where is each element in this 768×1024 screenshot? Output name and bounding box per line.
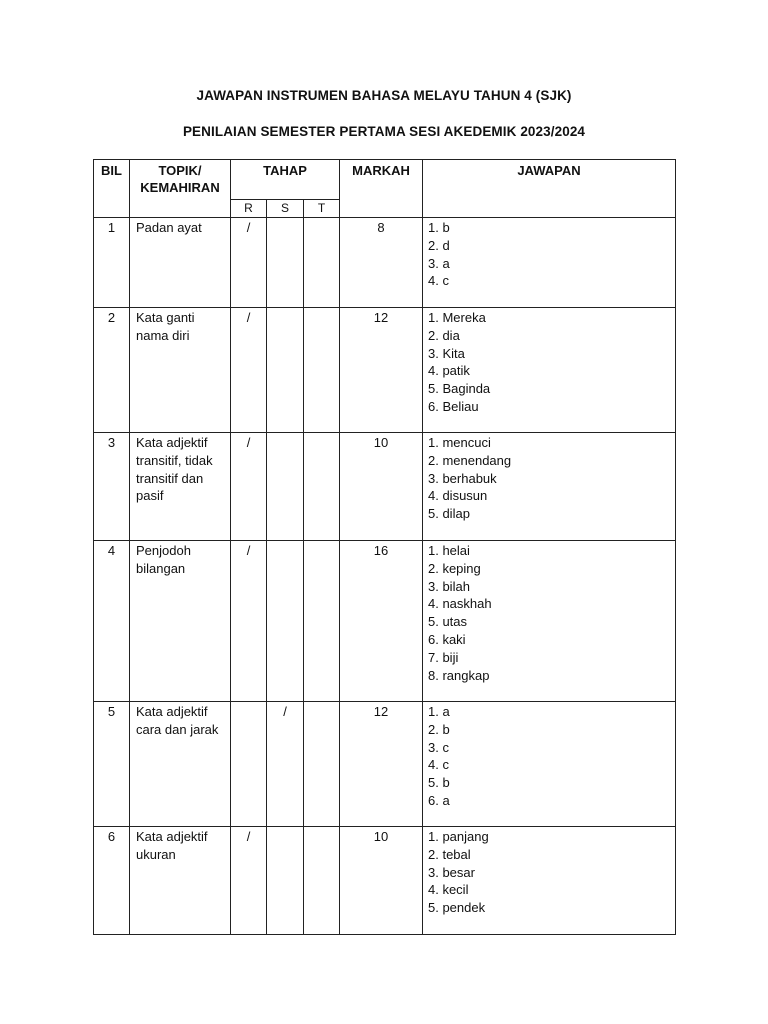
answer-item: 1. panjang — [428, 829, 489, 844]
row-topik: Kata adjektif transitif, tidak transitif dan pasif — [130, 433, 231, 541]
answer-item: 4. disusun — [428, 488, 488, 504]
answer-item: 4. naskhah — [428, 596, 492, 612]
answer-item: 5. utas — [428, 614, 468, 630]
row-tahap-s — [267, 308, 304, 433]
row-topik: Kata adjektif ukuran — [130, 827, 231, 935]
answer-item: 1. helai — [428, 543, 470, 558]
header-tahap: TAHAP — [231, 160, 340, 200]
row-topik: Padan ayat — [130, 218, 231, 308]
answer-item: 2. menendang — [428, 452, 512, 468]
answer-item: 1. mencuci — [428, 435, 491, 450]
row-jawapan — [423, 308, 676, 433]
answer-item: 3. c — [428, 739, 449, 755]
row-topik: Kata adjektif cara dan jarak — [130, 702, 231, 827]
row-tahap-r: / — [231, 827, 267, 935]
answer-item: 6. Beliau — [428, 398, 479, 414]
row-tahap-s — [267, 433, 304, 541]
answer-item: 1. Mereka — [428, 310, 486, 325]
table-row — [94, 433, 676, 541]
row-tahap-t — [304, 702, 340, 827]
row-jawapan — [423, 433, 676, 541]
header-topik: TOPIK/ KEMAHIRAN — [130, 160, 231, 218]
row-tahap-t — [304, 433, 340, 541]
answer-table — [93, 159, 676, 935]
answer-item: 4. kecil — [428, 882, 469, 898]
row-markah: 12 — [340, 702, 423, 827]
answer-item: 2. dia — [428, 327, 460, 343]
row-jawapan — [423, 218, 676, 308]
row-bil: 6 — [94, 827, 130, 935]
row-bil: 1 — [94, 218, 130, 308]
header-t: T — [304, 200, 340, 218]
row-bil: 5 — [94, 702, 130, 827]
row-topik: Penjodoh bilangan — [130, 541, 231, 702]
row-tahap-r: / — [231, 433, 267, 541]
answer-item: 3. berhabuk — [428, 470, 497, 486]
answer-item: 6. kaki — [428, 631, 466, 647]
header-r: R — [231, 200, 267, 218]
answer-item: 5. b — [428, 775, 450, 791]
answer-item: 2. d — [428, 237, 450, 253]
row-jawapan — [423, 541, 676, 702]
row-markah: 10 — [340, 433, 423, 541]
header-markah: MARKAH — [340, 160, 423, 218]
answer-item: 8. rangkap — [428, 667, 490, 683]
row-jawapan — [423, 827, 676, 935]
table-row — [94, 827, 676, 935]
row-tahap-r: / — [231, 541, 267, 702]
answer-item: 3. Kita — [428, 345, 465, 361]
answer-item: 3. a — [428, 255, 450, 271]
header-s: S — [267, 200, 304, 218]
header-bil: BIL — [94, 160, 130, 218]
answer-item: 5. Baginda — [428, 381, 491, 397]
answer-item: 1. b — [428, 220, 450, 235]
answer-item: 1. a — [428, 704, 450, 719]
row-jawapan — [423, 702, 676, 827]
answer-item: 7. biji — [428, 649, 459, 665]
row-markah: 12 — [340, 308, 423, 433]
answer-item: 4. c — [428, 757, 449, 773]
row-tahap-s: / — [267, 702, 304, 827]
answer-item: 4. c — [428, 273, 449, 289]
row-tahap-r: / — [231, 218, 267, 308]
answer-item: 6. a — [428, 792, 450, 808]
row-bil: 2 — [94, 308, 130, 433]
row-markah: 16 — [340, 541, 423, 702]
header-jawapan: JAWAPAN — [423, 160, 676, 218]
document-title: JAWAPAN INSTRUMEN BAHASA MELAYU TAHUN 4 (SJK) — [196, 88, 572, 103]
table-row — [94, 702, 676, 827]
row-bil: 3 — [94, 433, 130, 541]
document-subtitle: PENILAIAN SEMESTER PERTAMA SESI AKEDEMIK 2023/2024 — [182, 124, 586, 139]
row-tahap-t — [304, 218, 340, 308]
answer-item: 3. bilah — [428, 578, 470, 594]
row-tahap-s — [267, 541, 304, 702]
table-row — [94, 541, 676, 702]
answer-item: 5. pendek — [428, 900, 486, 916]
row-topik: Kata ganti nama diri — [130, 308, 231, 433]
row-tahap-r — [231, 702, 267, 827]
row-tahap-t — [304, 827, 340, 935]
answer-item: 5. dilap — [428, 506, 470, 522]
answer-item: 2. keping — [428, 560, 481, 576]
row-tahap-s — [267, 218, 304, 308]
answer-item: 4. patik — [428, 363, 470, 379]
row-tahap-r: / — [231, 308, 267, 433]
row-tahap-t — [304, 541, 340, 702]
table-row — [94, 218, 676, 308]
row-bil: 4 — [94, 541, 130, 702]
row-tahap-t — [304, 308, 340, 433]
row-markah: 10 — [340, 827, 423, 935]
table-body — [94, 218, 676, 935]
answer-item: 2. tebal — [428, 846, 471, 862]
row-tahap-s — [267, 827, 304, 935]
answer-item: 2. b — [428, 721, 450, 737]
table-row — [94, 308, 676, 433]
answer-item: 3. besar — [428, 864, 475, 880]
row-markah: 8 — [340, 218, 423, 308]
